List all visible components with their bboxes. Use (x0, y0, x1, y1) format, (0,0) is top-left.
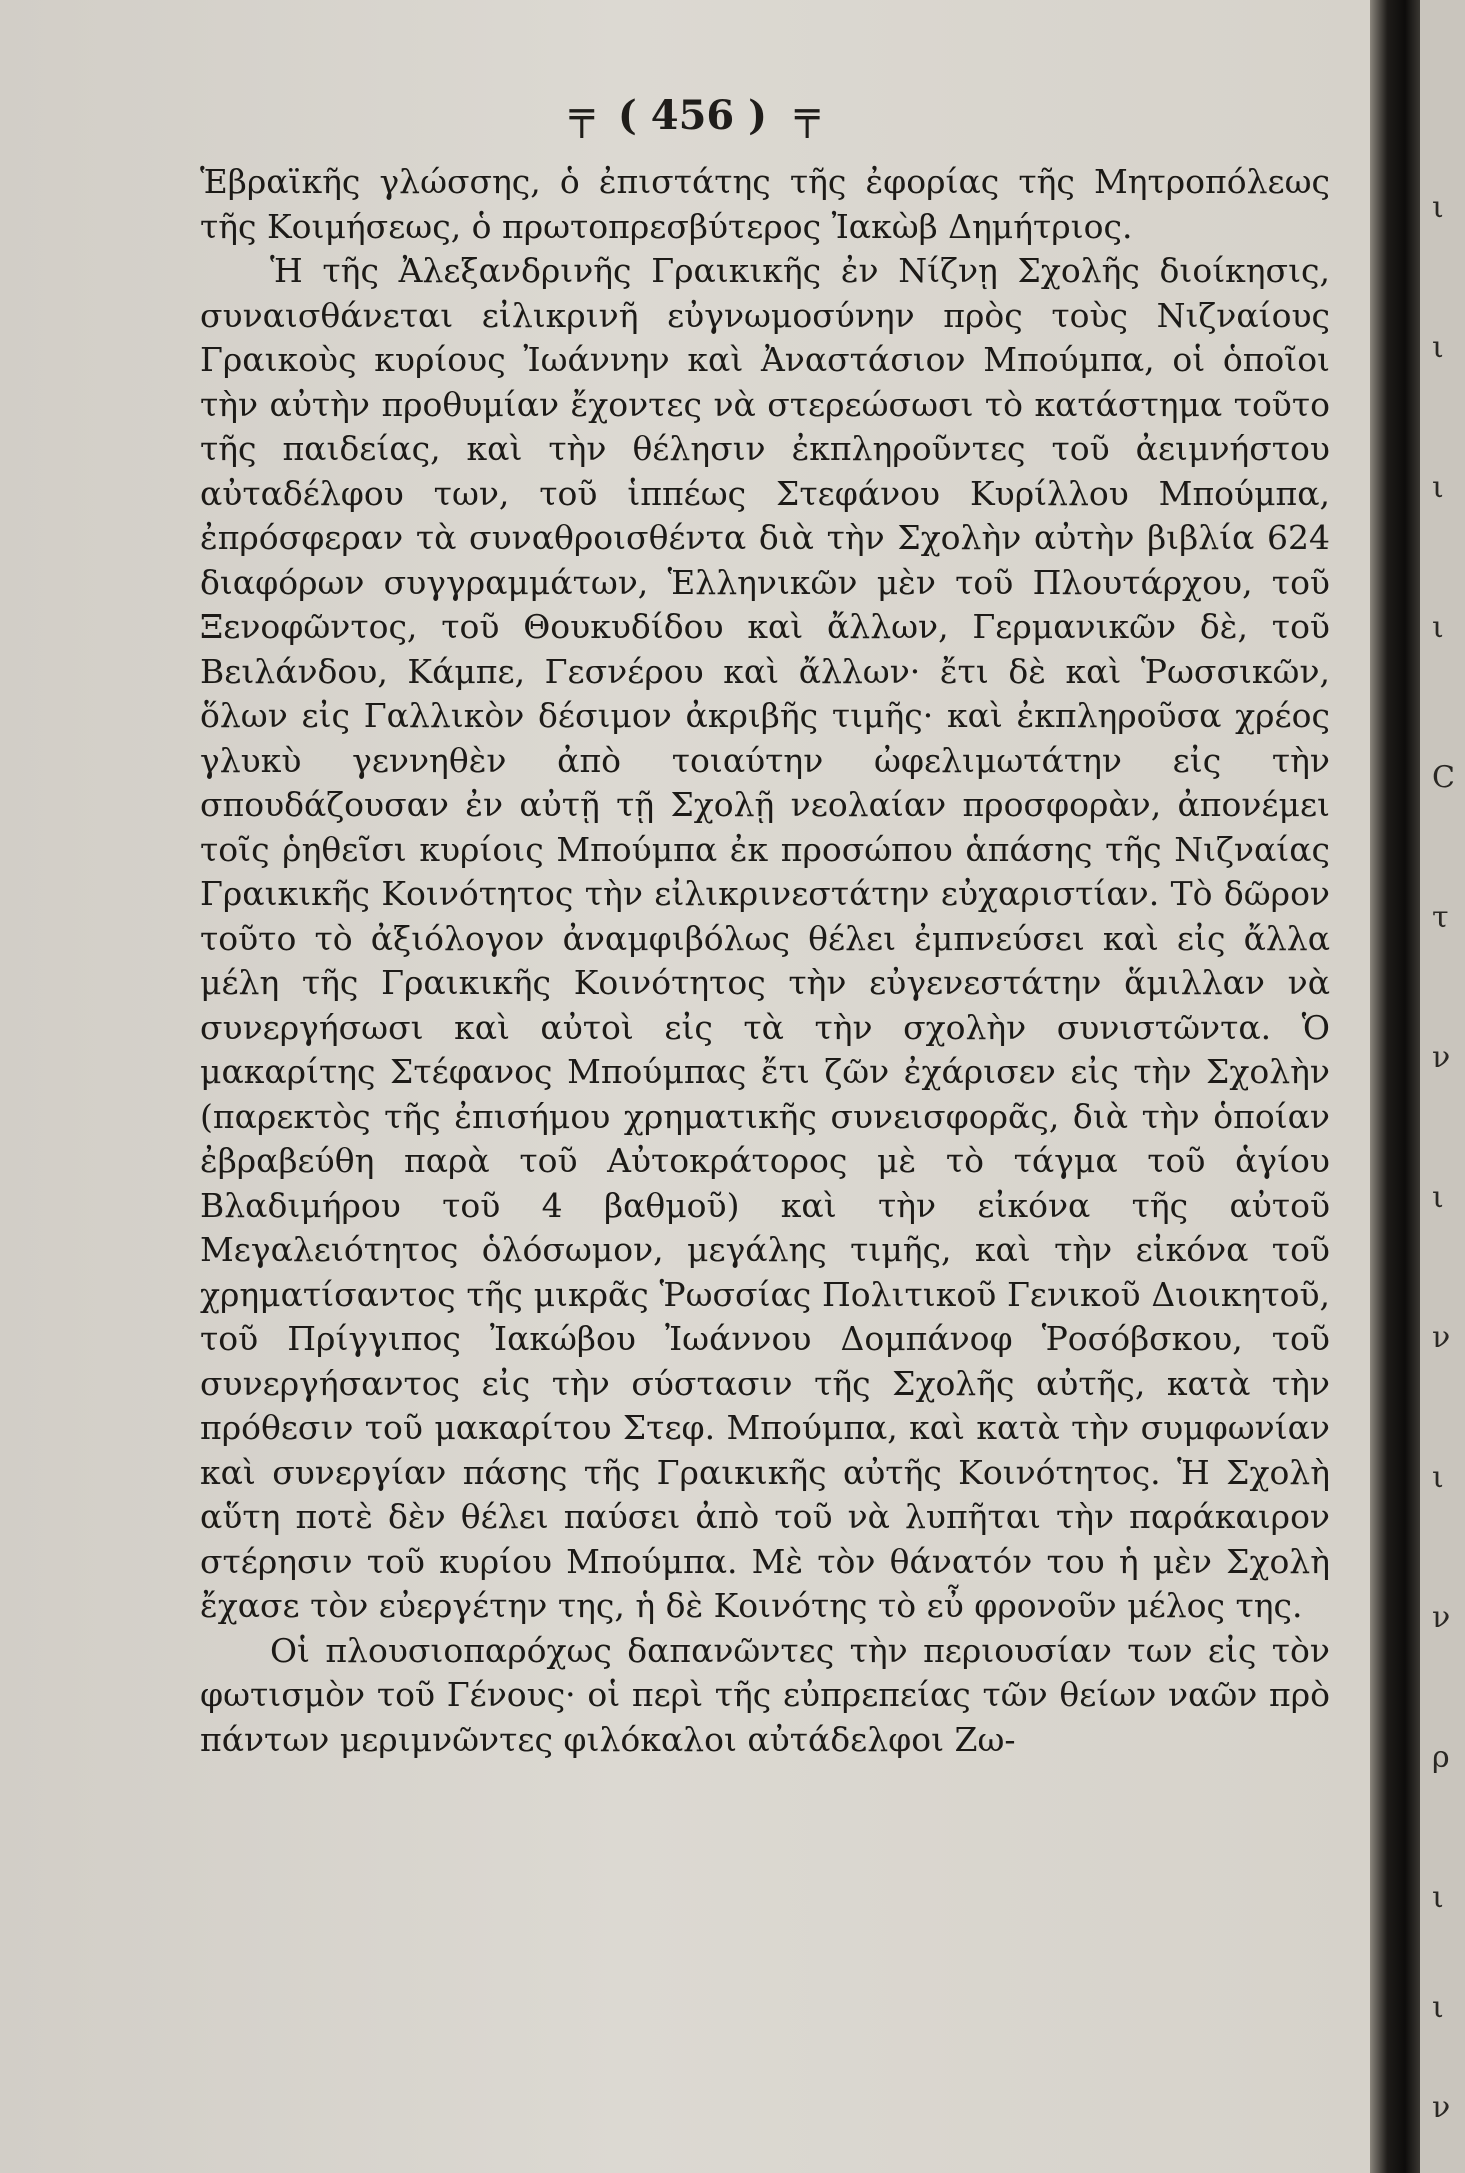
edge-char: ν (1432, 2090, 1451, 2125)
edge-char: τ (1432, 900, 1449, 935)
body-text (200, 160, 1330, 1762)
edge-char: ι (1432, 470, 1444, 505)
edge-char: ι (1432, 190, 1444, 225)
edge-char: ν (1432, 1040, 1451, 1075)
paragraph: Οἱ πλουσιοπαρόχως δαπανῶντες τὴν περιουσίαν των εἰς τὸν φωτισμὸν τοῦ Γένους· οἱ περὶ τῆς εὐπρεπείας τῶν θείων ναῶν πρὸ πάντων μεριμνῶντες φιλόκαλοι αὐτάδελφοι Ζω- (200, 1630, 1330, 1759)
book-gutter (1370, 0, 1420, 2173)
edge-char: ι (1432, 610, 1444, 645)
edge-char: ν (1432, 1600, 1451, 1635)
header-ornament-left: ╤ (569, 92, 590, 138)
header-ornament-right: ╤ (795, 92, 816, 138)
edge-char: ν (1432, 1320, 1451, 1355)
paragraph: Ἑβραϊκῆς γλώσσης, ὁ ἐπιστάτης τῆς ἐφορίας τῆς Μητροπόλεως τῆς Κοιμήσεως, ὁ πρωτοπρεσβύτερος Ἰακὼβ Δημήτριος. (200, 162, 1330, 246)
edge-char: ι (1432, 330, 1444, 365)
edge-char: ι (1432, 1180, 1444, 1215)
edge-char: ρ (1432, 1740, 1450, 1775)
paragraph: Ἡ τῆς Ἀλεξανδρινῆς Γραικικῆς ἐν Νίζνῃ Σχολῆς διοίκησις, συναισθάνεται εἰλικρινῆ εὐγνωμοσύνην πρὸς τοὺς Νιζναίους Γραικοὺς κυρίους Ἰωάννην καὶ Ἀναστάσιον Μπούμπα, οἱ ὁποῖοι τὴν αὐτὴν προθυμίαν ἔχοντες νὰ στερεώσωσι τὸ κατάστημα τοῦτο τῆς παιδείας, καὶ τὴν θέλησιν ἐκπληροῦντες τοῦ ἀειμνήστου αὐταδέλφου των, τοῦ ἱππέως Στεφάνου Κυρίλλου Μπούμπα, ἐπρόσφεραν τὰ συναθροισθέντα διὰ τὴν Σχολὴν αὐτὴν βιβλία 624 διαφόρων συγγραμμάτων, Ἑλληνικῶν μὲν τοῦ Πλουτάρχου, τοῦ Ξενοφῶντος, τοῦ Θουκυδίδου καὶ ἄλλων, Γερμανικῶν δὲ, τοῦ Βειλάνδου, Κάμπε, Γεσνέρου καὶ ἄλλων· ἔτι δὲ καὶ Ῥωσσικῶν, ὅλων εἰς Γαλλικὸν δέσιμον ἀκριβῆς τιμῆς· καὶ ἐκπληροῦσα χρέος γλυκὺ γεννηθὲν ἀπὸ τοιαύτην ὠφελιμωτάτην εἰς τὴν σπουδάζουσαν ἐν αὐτῇ τῇ Σχολῇ νεολαίαν προσφορὰν, ἀπονέμει τοῖς ῥηθεῖσι κυρίοις Μπούμπα ἐκ προσώπου ἁπάσης τῆς Νιζναίας Γραικικῆς Κοινότητος τὴν εἰλικρινεστάτην εὐχαριστίαν. Τὸ δῶρον τοῦτο τὸ ἀξιόλογον ἀναμφιβόλως θέλει ἐμπνεύσει καὶ εἰς ἄλλα μέλη τῆς Γραικικῆς Κοινότητος τὴν εὐγενεστάτην ἅμιλλαν νὰ συνεργήσωσι καὶ αὐτοὶ εἰς τὰ τὴν σχολὴν συνιστῶντα. Ὁ μακαρίτης Στέφανος Μπούμπας ἔτι ζῶν ἐχάρισεν εἰς τὴν Σχολὴν (παρεκτὸς τῆς ἐπισήμου χρηματικῆς συνεισφορᾶς, διὰ τὴν ὁποίαν ἐβραβεύθη παρὰ τοῦ Αὐτοκράτορος μὲ τὸ τάγμα τοῦ ἁγίου Βλαδιμήρου τοῦ 4 βαθμοῦ) καὶ τὴν εἰκόνα τῆς αὐτοῦ Μεγαλειότητος ὁλόσωμον, μεγάλης τιμῆς, καὶ τὴν εἰκόνα τοῦ χρηματίσαντος τῆς μικρᾶς Ῥωσσίας Πολιτικοῦ Γενικοῦ Διοικητοῦ, τοῦ Πρίγγιπος Ἰακώβου Ἰωάννου Δομπάνοφ Ῥοσόβσκου, τοῦ συνεργήσαντος εἰς τὴν σύστασιν τῆς Σχολῆς αὐτῆς, κατὰ τὴν πρόθεσιν τοῦ μακαρίτου Στεφ. Μπούμπα, καὶ κατὰ τὴν συμφωνίαν καὶ συνεργίαν πάσης τῆς Γραικικῆς αὐτῆς Κοινότητος. Ἡ Σχολὴ αὕτη ποτὲ δὲν θέλει παύσει ἀπὸ τοῦ νὰ λυπῆται τὴν παράκαιρον στέρησιν τοῦ κυρίου Μπούμπα. Μὲ τὸν θάνατόν του ἡ μὲν Σχολὴ ἔχασε τὸν εὐεργέτην της, ἡ δὲ Κοινότης τὸ εὖ φρονοῦν μέλος της. (200, 251, 1330, 1625)
edge-char: ι (1432, 1880, 1444, 1915)
edge-char: Ϲ (1432, 760, 1455, 795)
facing-page-edge (1420, 0, 1465, 2173)
edge-char: ι (1432, 1990, 1444, 2025)
edge-char: ι (1432, 1460, 1444, 1495)
page-number: ( 456 ) (617, 91, 768, 139)
page-header (0, 80, 1385, 150)
